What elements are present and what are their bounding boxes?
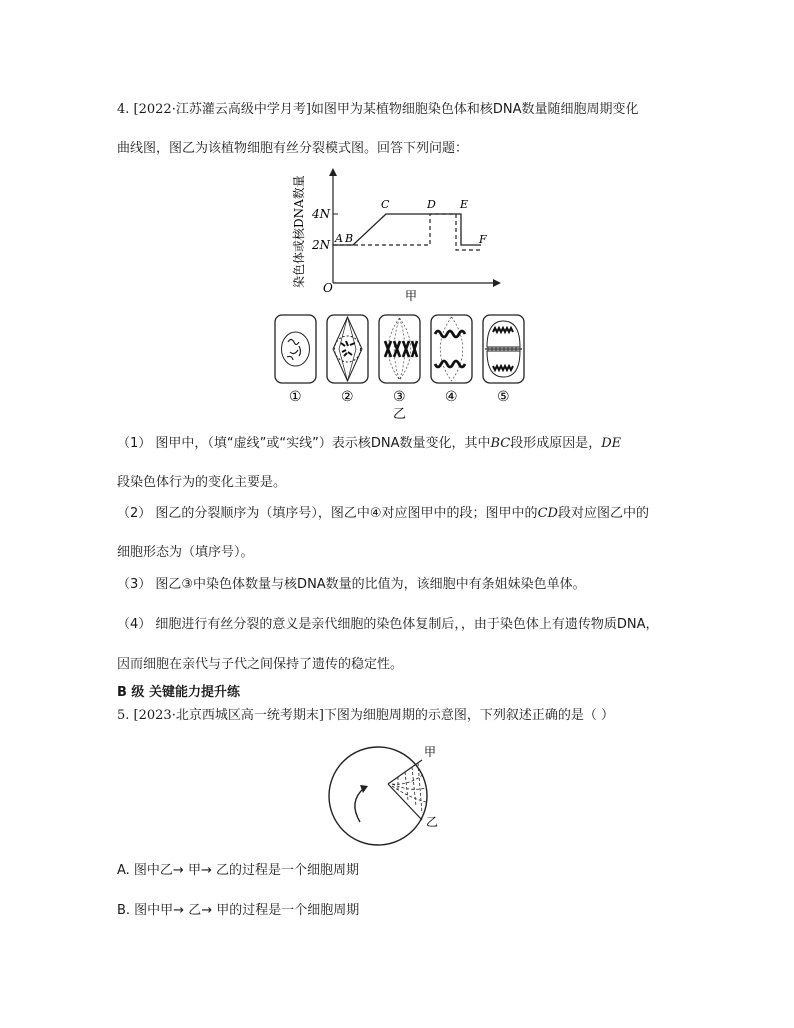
q4-sub1-line2: 段染色体行为的变化主要是。	[117, 475, 287, 490]
q4-stem-line1	[117, 101, 639, 119]
q4-sub3: （3） 图乙③中染色体数量与核DNA数量的比值为，该细胞中有条姐妹染色单体。	[117, 577, 586, 592]
chart-jia-xlabel: 甲	[405, 289, 418, 303]
chart-jia-dashed-line	[333, 214, 481, 250]
q4-sub2-line2: 细胞形态为（填序号）。	[117, 545, 254, 560]
cell-label-5: ⑤	[497, 389, 510, 405]
chart-jia-label-f: F	[479, 233, 487, 246]
cell-cycle-label-yi: 乙	[426, 815, 439, 829]
cell-cycle-label-jia: 甲	[424, 745, 437, 759]
cell-cycle-circle	[329, 747, 427, 845]
cell-1	[275, 315, 316, 383]
cell-cycle-sector	[388, 760, 422, 820]
chart-jia	[283, 168, 523, 303]
q4-sub4-line1: （4） 细胞进行有丝分裂的意义是亲代细胞的染色体复制后，，由于染色体上有遗传物质DNA，	[117, 617, 659, 632]
q5-stem	[117, 707, 614, 725]
chart-jia-solid-line	[333, 214, 481, 245]
chart-jia-label-e: E	[460, 198, 469, 211]
cell-label-1: ①	[289, 389, 302, 405]
cell-2	[327, 315, 368, 383]
q4-sub1-de: DE	[601, 436, 622, 451]
chart-jia-label-d: D	[427, 198, 436, 211]
chart-jia-ytick-2n: 2N	[312, 238, 331, 252]
chart-jia-label-b: B	[345, 232, 354, 245]
cell-label-3: ③	[393, 389, 406, 405]
cell-5	[483, 315, 524, 383]
q4-stem-line2: 曲线图，图乙为该植物细胞有丝分裂模式图。回答下列问题：	[117, 141, 469, 156]
q4-stem-text: 如图甲为某植物细胞染色体和核DNA数量随细胞周期变化	[310, 102, 639, 117]
q5-option-b: B. 图中甲→ 乙→ 甲的过程是一个细胞周期	[117, 903, 360, 918]
cell-cycle-arrowhead-icon	[360, 785, 368, 793]
chart-jia-label-c: C	[381, 198, 390, 211]
cell-label-4: ④	[445, 389, 458, 405]
q4-sub4-line2: 因而细胞在亲代与子代之间保持了遗传的稳定性。	[117, 657, 404, 672]
cell-4	[431, 315, 472, 383]
cell-cycle-figure	[312, 740, 472, 850]
cell-cycle-arrow-icon	[355, 788, 364, 822]
cell-3	[379, 315, 420, 383]
q4-source: [2022·江苏灌云高级中学月考]	[133, 102, 311, 117]
figure-yi	[273, 312, 533, 422]
q4-number: 4.	[117, 102, 130, 117]
cell-label-2: ②	[341, 389, 354, 405]
chart-jia-label-a: A	[335, 232, 343, 245]
chart-jia-ylabel: 染色体或核DNA数量	[292, 175, 306, 288]
chart-jia-y-arrow	[329, 168, 337, 176]
figure-yi-caption: 乙	[393, 407, 407, 422]
chart-jia-origin: O	[323, 281, 333, 295]
chart-jia-x-arrow	[493, 279, 501, 287]
q5-number: 5.	[117, 708, 130, 723]
q5-stem-text: 下图为细胞周期的示意图，下列叙述正确的是（ ）	[323, 708, 615, 723]
section-b-heading: B 级 关键能力提升练	[117, 685, 240, 700]
q5-option-a: A. 图中乙→ 甲→ 乙的过程是一个细胞周期	[117, 863, 359, 878]
q4-sub2-cd: CD	[537, 506, 558, 521]
q5-source: [2023·北京西城区高一统考期末]	[133, 708, 324, 723]
chart-jia-ytick-4n: 4N	[312, 207, 331, 221]
q4-sub1-line1: （1） 图甲中，（填“虚线”或“实线”）表示核DNA数量变化，其中BC段形成原因是，DE	[117, 436, 622, 451]
q4-sub1-bc: BC	[490, 436, 511, 451]
q4-sub2-line1: （2） 图乙的分裂顺序为（填序号），图乙中④对应图甲中的段；图甲中的CD段对应图乙中的	[117, 506, 649, 521]
